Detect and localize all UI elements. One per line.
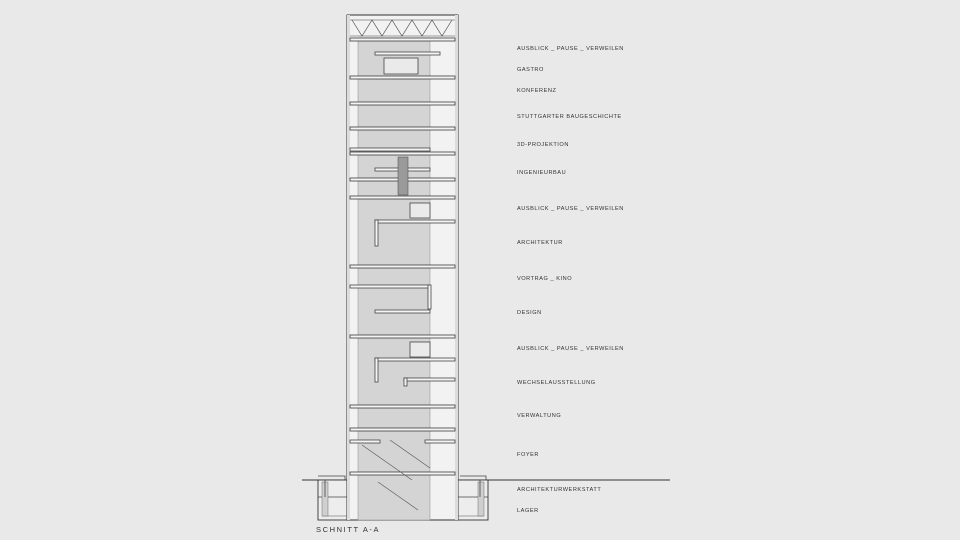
- floor-label: KONFERENZ: [517, 88, 557, 94]
- floor-slab: [350, 196, 455, 199]
- floor-slab: [350, 127, 455, 130]
- floor-label: DESIGN: [517, 310, 542, 316]
- floor-label: GASTRO: [517, 67, 544, 73]
- floor-slab: [350, 76, 455, 79]
- floor-slab: [350, 428, 455, 431]
- floor-label: FOYER: [517, 452, 540, 458]
- floor-slab: [350, 335, 455, 338]
- tower-wall-right: [455, 15, 458, 520]
- floor-label: AUSBLICK _ PAUSE _ VERWEILEN: [517, 46, 624, 52]
- floor-label: 3D-PROJEKTION: [517, 142, 569, 148]
- floor-label: VORTRAG _ KINO: [517, 276, 573, 282]
- floor-label: AUSBLICK _ PAUSE _ VERWEILEN: [517, 346, 624, 352]
- floor-label: ARCHITEKTURWERKSTATT: [517, 487, 602, 493]
- floor-slab: [350, 265, 455, 268]
- exhibit-column: [398, 157, 408, 195]
- floor-slab: [350, 102, 455, 105]
- basement-wall-right: [478, 482, 484, 516]
- floor-label: ARCHITEKTUR: [517, 240, 563, 246]
- floor-label: STUTTGARTER BAUGESCHICHTE: [517, 114, 622, 120]
- central-shaft: [358, 38, 430, 520]
- floor-label: LAGER: [517, 508, 539, 514]
- section-title: SCHNITT A-A: [316, 525, 381, 534]
- floor-slab: [350, 152, 455, 155]
- floor-label: INGENIEURBAU: [517, 170, 567, 176]
- floor-label: VERWALTUNG: [517, 413, 562, 419]
- floor-label: WECHSELAUSSTELLUNG: [517, 380, 596, 386]
- floor-label: AUSBLICK _ PAUSE _ VERWEILEN: [517, 206, 624, 212]
- floor-slab: [350, 405, 455, 408]
- tower-wall-left: [347, 15, 350, 520]
- floor-slab: [350, 38, 455, 41]
